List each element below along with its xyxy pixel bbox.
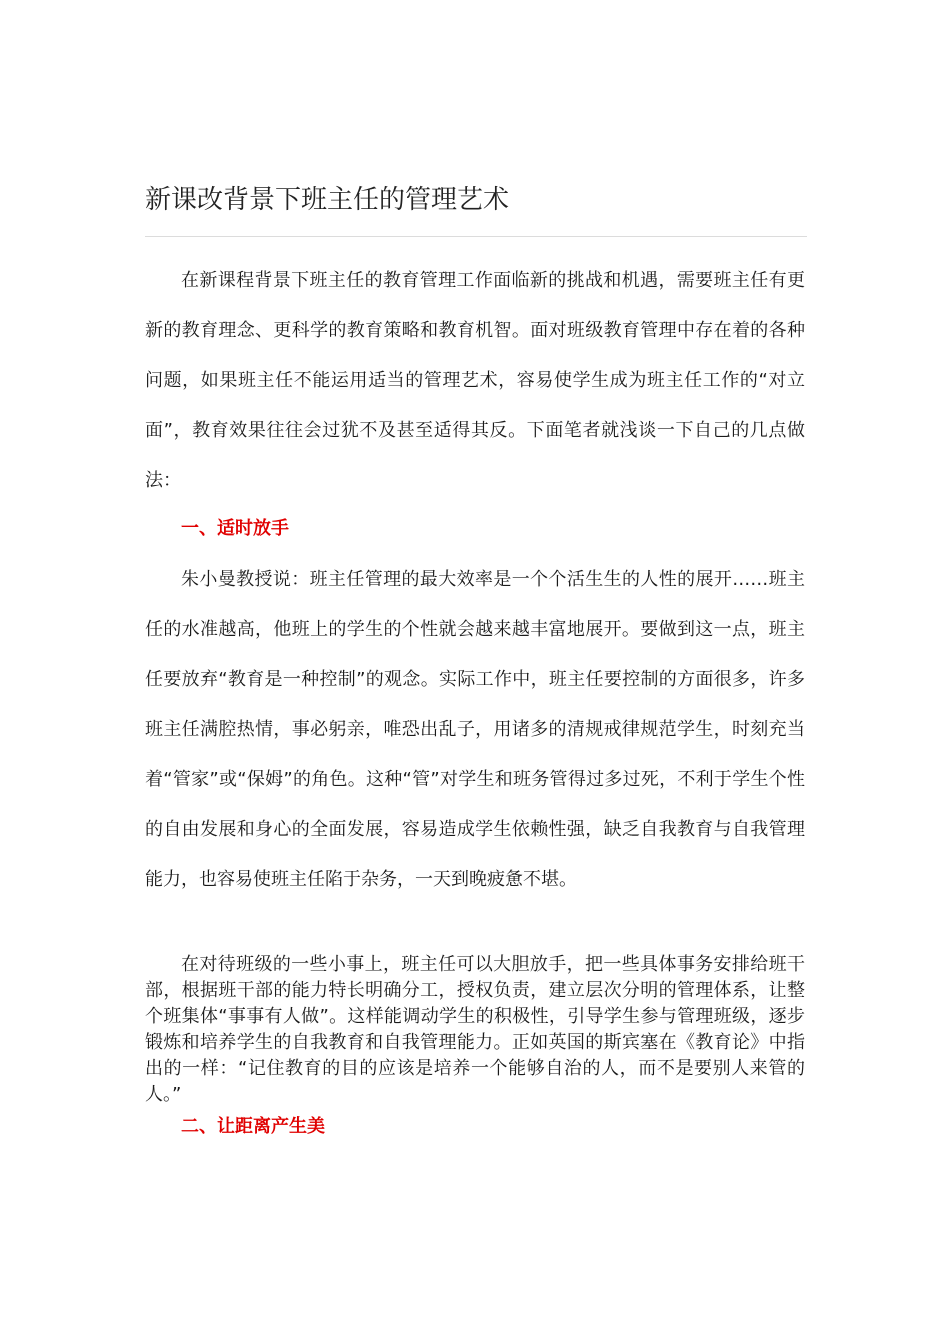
section-heading-1: 一、适时放手 (181, 518, 289, 539)
section1-paragraph-2: 在对待班级的一些小事上，班主任可以大胆放手，把一些具体事务安排给班干部，根据班干部的能力特长明确分工，授权负责，建立层次分明的管理体系，让整个班集体“事事有人做”。这样能调动学生的积极性，引导学生参与管理班级，逐步锻炼和培养学生的自我教育和自我管理能力。正如英国的斯宾塞在《教育论》中指出的一样：“记住教育的目的应该是培养一个能够自治的人，而不是要别人来管的人。” (145, 954, 805, 1105)
intro-paragraph: 在新课程背景下班主任的教育管理工作面临新的挑战和机遇，需要班主任有更新的教育理念、更科学的教育策略和教育机智。面对班级教育管理中存在着的各种问题，如果班主任不能运用适当的管理艺术，容易使学生成为班主任工作的“对立面”，教育效果往往会过犹不及甚至适得其反。下面笔者就浅谈一下自己的几点做法： (145, 270, 805, 491)
section-heading-2: 二、让距离产生美 (181, 1116, 325, 1137)
title-divider (145, 236, 807, 237)
document-title: 新课改背景下班主任的管理艺术 (145, 185, 510, 215)
section1-paragraph-1: 朱小曼教授说：班主任管理的最大效率是一个个活生生的人性的展开……班主任的水准越高，他班上的学生的个性就会越来越丰富地展开。要做到这一点，班主任要放弃“教育是一种控制”的观念。实际工作中，班主任要控制的方面很多，许多班主任满腔热情，事必躬亲，唯恐出乱子，用诸多的清规戒律规范学生，时刻充当着“管家”或“保姆”的角色。这种“管”对学生和班务管得过多过死，不利于学生个性的自由发展和身心的全面发展，容易造成学生依赖性强，缺乏自我教育与自我管理能力，也容易使班主任陷于杂务，一天到晚疲惫不堪。 (145, 569, 805, 890)
